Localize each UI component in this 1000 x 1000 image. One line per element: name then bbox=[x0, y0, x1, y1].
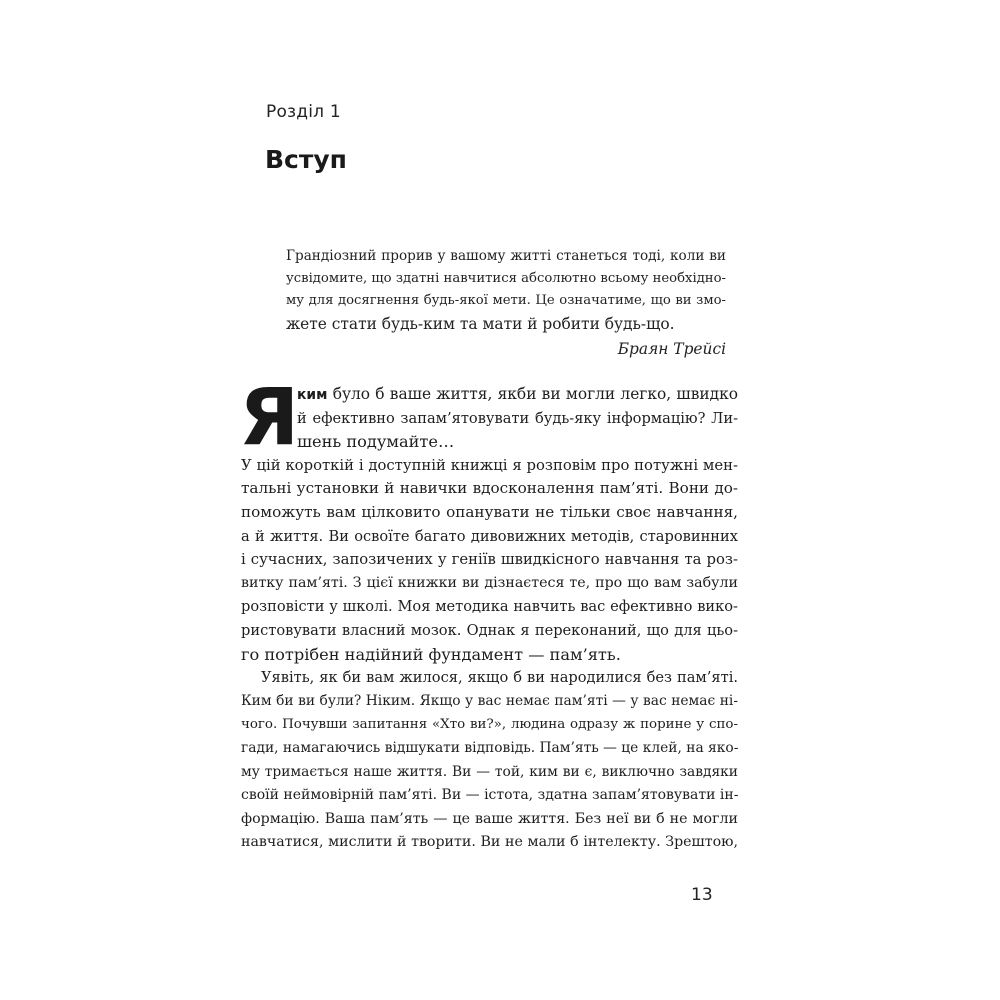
body-line: У цій короткій і доступній книжці я розповім про потужні мен- bbox=[241, 456, 738, 474]
epigraph-line: жете стати будь-ким та мати й робити будь-що. bbox=[286, 315, 675, 334]
body-line: а й життя. Ви освоїте багато дивовижних методів, старовинних bbox=[241, 527, 738, 545]
body-line: формацію. Ваша пам’ять — це ваше життя. Без неї ви б не могли bbox=[241, 810, 738, 827]
page-number: 13 bbox=[691, 885, 713, 905]
body-line: Ким би ви були? Ніким. Якщо у вас немає пам’яті — у вас немає ні- bbox=[241, 692, 738, 709]
body-line: розповісти у школі. Моя методика навчить вас ефективно вико- bbox=[241, 598, 738, 616]
body-line: поможуть вам цілковито опанувати не тільки своє навчання, bbox=[241, 502, 738, 521]
chapter-title: Вступ bbox=[265, 145, 347, 174]
chapter-label: Розділ 1 bbox=[266, 102, 341, 122]
epigraph-line: усвідомите, що здатні навчитися абсолютно всьому необхідно- bbox=[286, 270, 726, 286]
body-text bbox=[241, 383, 738, 855]
body-line: навчатися, мислити й творити. Ви не мали б інтелекту. Зрештою, bbox=[241, 834, 738, 851]
body-line: тальні установки й навички вдосконалення пам’яті. Вони до- bbox=[241, 479, 738, 498]
first-line-text: було б ваше життя, якби ви могли легко, швидко bbox=[327, 385, 738, 403]
drop-cap: Я bbox=[239, 373, 300, 463]
body-line: гади, намагаючись відшукати відповідь. Пам’ять — це клей, на яко- bbox=[241, 739, 739, 756]
body-line: ристовувати власний мозок. Однак я переконаний, що для цьо- bbox=[241, 621, 738, 639]
body-line: шень подумайте… bbox=[297, 432, 455, 452]
epigraph-author: Браян Трейсі bbox=[617, 339, 726, 358]
epigraph bbox=[286, 245, 726, 361]
epigraph-line: му для досягнення будь-якої мети. Це означатиме, що ви змо- bbox=[286, 293, 726, 309]
body-line bbox=[297, 383, 738, 407]
body-line: го потрібен надійний фундамент — пам’ять. bbox=[241, 644, 621, 664]
body-line: му тримається наше життя. Ви — той, ким ви є, виключно завдяки bbox=[241, 763, 738, 780]
body-line: своїй неймовірній пам’яті. Ви — істота, здатна запам’ятовувати ін- bbox=[241, 787, 739, 804]
body-line: й ефективно запам’ятовувати будь-яку інформацію? Ли- bbox=[297, 409, 738, 427]
body-line: чого. Почувши запитання «Хто ви?», людина одразу ж порине у спо- bbox=[241, 717, 738, 733]
lead-word: ким bbox=[297, 387, 328, 403]
epigraph-line: Грандіозний прорив у вашому житті станеться тоді, коли ви bbox=[286, 248, 726, 264]
body-line: Уявіть, як би вам жилося, якщо б ви народилися без пам’яті. bbox=[261, 669, 738, 687]
body-line: витку пам’яті. З цієї книжки ви дізнаєтеся те, про що вам забули bbox=[241, 574, 738, 591]
body-line: і сучасних, запозичених у геніїв швидкісного навчання та роз- bbox=[241, 551, 738, 569]
